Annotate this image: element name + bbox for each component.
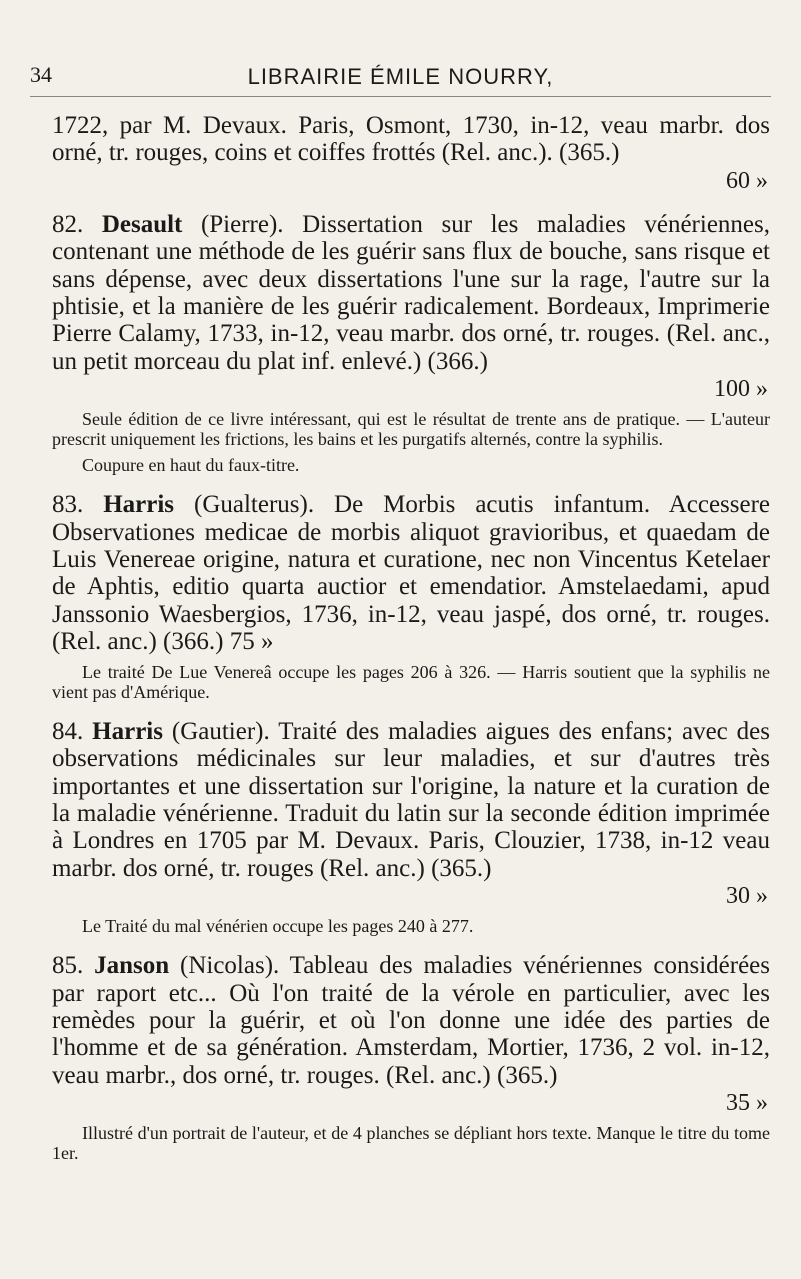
- entry-note: Illustré d'un portrait de l'auteur, et de 4 planches se dépliant hors texte. Manque le titre du tome 1er.: [52, 1123, 770, 1164]
- catalogue-entry-84: [52, 718, 770, 936]
- running-title: LIBRAIRIE ÉMILE NOURRY,: [247, 64, 554, 89]
- entry-note: Le Traité du mal vénérien occupe les pages 240 à 277.: [82, 916, 474, 937]
- running-header: [30, 62, 771, 94]
- entry-text: (Pierre). Dissertation sur les maladies vénériennes, contenant une méthode de les guérir sans flux de bouche, sans risque et sans dépense, avec deux dissertations l'une sur la rage, l'autre sur la phtisie, et la manière de les guérir radicalement. Bordeaux, Imprimerie Pierre Calamy, 1733, in-12, veau marbr. dos orné, tr. rouges. (Rel. anc., un petit morceau du plat inf. enlevé.) (366.): [52, 210, 770, 375]
- entry-price: 60 »: [726, 167, 768, 194]
- entry-number: 84.: [52, 717, 84, 745]
- entry-author: Harris: [92, 717, 163, 745]
- entry-number: 82.: [52, 210, 84, 238]
- entry-description: [52, 211, 770, 375]
- entry-note: Le traité De Lue Venereâ occupe les pages 206 à 326. — Harris soutient que la syphilis ne vient pas d'Amérique.: [52, 661, 770, 702]
- entry-description: 1722, par M. Devaux. Paris, Osmont, 1730, in-12, veau marbr. dos orné, tr. rouges, coins et coiffes frottés (Rel. anc.). (365.): [52, 112, 770, 167]
- entry-number: 85.: [52, 952, 84, 980]
- entry-price: 100 »: [714, 376, 768, 403]
- entry-number: 83.: [52, 491, 84, 519]
- page-number: 34: [30, 62, 52, 87]
- entry-price: 30 »: [726, 883, 768, 910]
- catalogue-text: [52, 112, 770, 1179]
- entry-text: (Gualterus). De Morbis acutis infantum. Accessere Observationes medicae de morbis aliquot gravioribus, et quaedam de Luis Venereae origine, natura et curatione, nec non Vincentus Ketelaer de Aphtis, editio quarta auctior et emendatior. Amstelaedami, apud Janssonio Waesbergios, 1736, in-12, veau jaspé, dos orné, tr. rouges. (Rel. anc.) (366.) 75 »: [52, 491, 771, 656]
- entry-author: Janson: [94, 952, 170, 980]
- entry-note: Coupure en haut du faux-titre.: [82, 455, 300, 476]
- header-rule: [30, 96, 771, 97]
- entry-description: [52, 952, 770, 1089]
- entry-note: Seule édition de ce livre intéressant, qui est le résultat de trente ans de pratique. — L'auteur prescrit uniquement les frictions, les bains et les purgatifs alternés, contre la syphilis.: [52, 409, 770, 450]
- entry-author: Desault: [101, 210, 183, 238]
- entry-description: [52, 718, 770, 882]
- catalogue-entry-83: [52, 491, 770, 701]
- entry-description: [52, 491, 770, 655]
- entry-author: Harris: [103, 491, 175, 519]
- catalogue-entry-85: [52, 952, 770, 1163]
- entry-text: (Nicolas). Tableau des maladies vénériennes considérées par raport etc... Où l'on traité de la vérole en particulier, avec les remèdes pour la guérir, et où l'on donne une idée des parties de l'homme et de sa génération. Amsterdam, Mortier, 1736, 2 vol. in-12, veau marbr., dos orné, tr. rouges. (Rel. anc.) (365.): [52, 952, 770, 1089]
- entry-text: (Gautier). Traité des maladies aigues des enfans; avec des observations médicinales sur leur maladies, et sur d'autres très importantes et une dissertation sur l'origine, la nature et la curation de la maladie vénérienne. Traduit du latin sur la seconde édition imprimée à Londres en 1705 par M. Devaux. Paris, Clouzier, 1738, in-12 veau marbr. dos orné, tr. rouges (Rel. anc.) (365.): [52, 717, 770, 882]
- entry-price: 35 »: [726, 1090, 768, 1117]
- catalogue-entry-continued: [52, 112, 770, 195]
- catalogue-entry-82: [52, 211, 770, 475]
